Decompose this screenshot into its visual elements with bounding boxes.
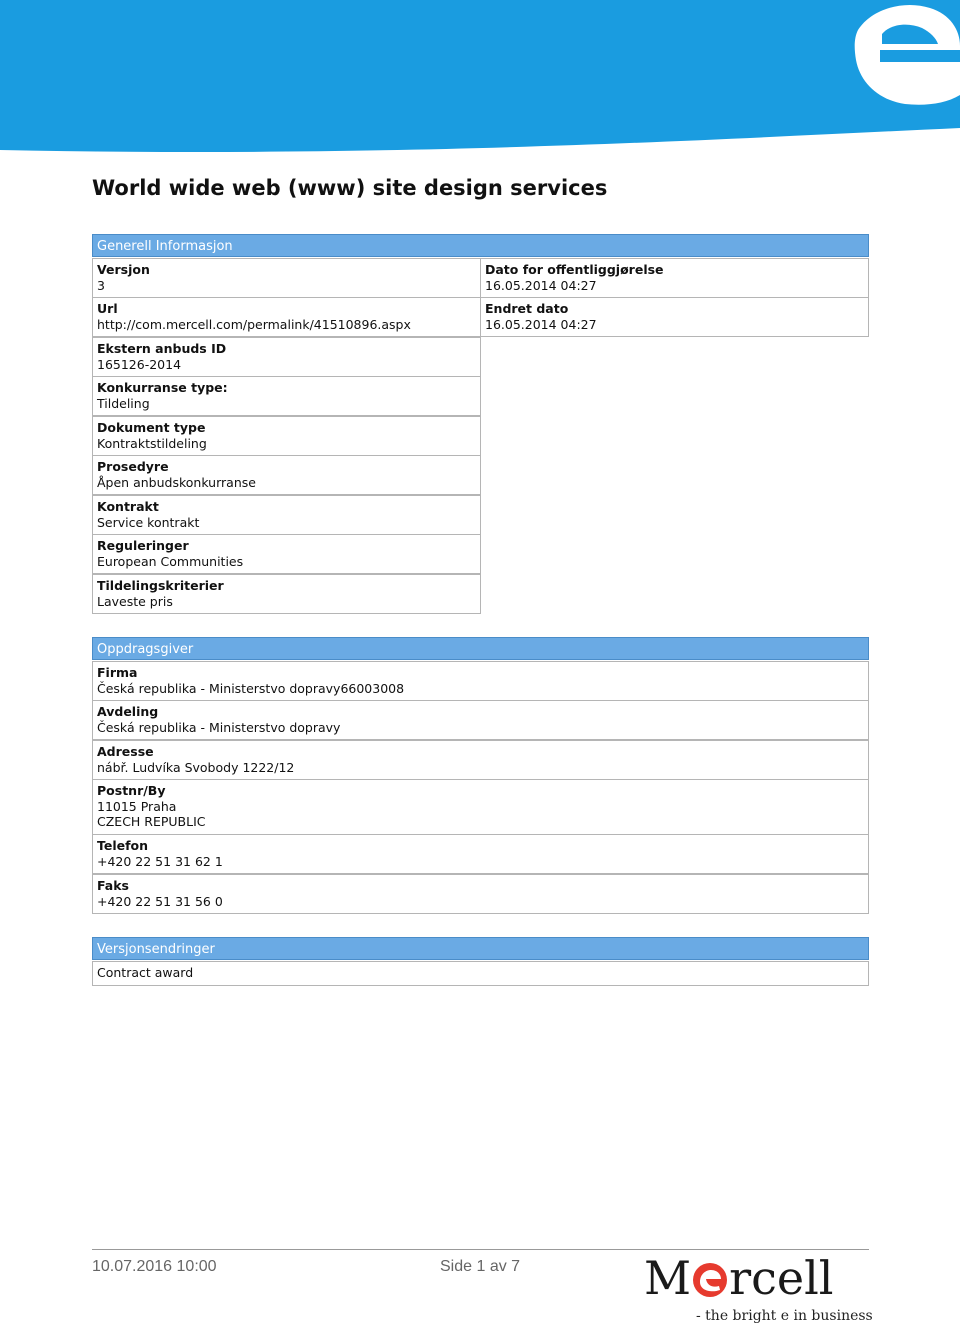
- field-label: Dato for offentliggjørelse: [485, 262, 664, 277]
- field-label: Faks: [97, 878, 129, 893]
- field-label: Url: [97, 301, 118, 316]
- field-label: Avdeling: [97, 704, 159, 719]
- field-value: 16.05.2014 04:27: [485, 277, 597, 293]
- field-value: +420 22 51 31 56 0: [97, 893, 223, 909]
- field-value: CZECH REPUBLIC: [97, 814, 206, 829]
- field-value: Laveste pris: [97, 593, 173, 609]
- banner-graphic: [0, 0, 960, 162]
- field-value: Tildeling: [97, 395, 150, 411]
- buyer-header: Oppdragsgiver: [92, 637, 869, 660]
- logo-tagline: - the bright e in business: [696, 1308, 873, 1324]
- field-label: Telefon: [97, 838, 149, 853]
- field-label: Adresse: [97, 744, 154, 759]
- general-left-item: [92, 534, 481, 574]
- buyer-avdeling: [92, 700, 869, 740]
- buyer-firma: [92, 661, 869, 701]
- field-value: Service kontrakt: [97, 514, 200, 530]
- footer-date: 10.07.2016 10:00: [92, 1258, 217, 1275]
- field-label: Postnr/By: [97, 783, 166, 798]
- general-left-item: [92, 574, 481, 614]
- url-link[interactable]: http://com.mercell.com/permalink/41510896.aspx: [97, 316, 411, 332]
- general-info-header: Generell Informasjon: [92, 234, 869, 257]
- changes-header: Versjonsendringer: [92, 937, 869, 960]
- general-left-item: [92, 495, 481, 535]
- mercell-logo: [644, 1251, 873, 1328]
- general-left-item: [92, 376, 481, 416]
- changes-text: Contract award: [97, 965, 194, 980]
- footer-divider: [92, 1249, 869, 1250]
- field-label: Tildelingskriterier: [97, 578, 224, 593]
- buyer-postnr: [92, 779, 869, 835]
- field-label: Ekstern anbuds ID: [97, 341, 227, 356]
- buyer-faks: [92, 874, 869, 914]
- field-label: Reguleringer: [97, 538, 189, 553]
- general-left-item: [92, 297, 481, 337]
- logo-wordmark: [644, 1251, 834, 1305]
- field-value: Česká republika - Ministerstvo dopravy: [97, 719, 341, 735]
- field-value: Česká republika - Ministerstvo dopravy66003008: [97, 680, 405, 696]
- general-left-item: [92, 455, 481, 495]
- field-label: Versjon: [97, 262, 150, 277]
- footer-page-number: Side 1 av 7: [440, 1258, 521, 1275]
- field-label: Prosedyre: [97, 459, 169, 474]
- changes-row: [92, 961, 869, 986]
- field-value: Kontraktstildeling: [97, 435, 207, 451]
- page-title: World wide web (www) site design services: [92, 176, 608, 200]
- field-value: 3: [97, 277, 105, 293]
- field-value: +420 22 51 31 62 1: [97, 853, 223, 869]
- general-left-item: [92, 258, 481, 298]
- general-right-item: [480, 258, 869, 298]
- buyer-telefon: [92, 834, 869, 874]
- logo-letter-m: M: [644, 1251, 692, 1305]
- field-value: 16.05.2014 04:27: [485, 316, 597, 332]
- general-right-item: [480, 297, 869, 337]
- field-label: Firma: [97, 665, 138, 680]
- field-value: 165126-2014: [97, 356, 182, 372]
- buyer-adresse: [92, 740, 869, 780]
- field-value: Åpen anbudskonkurranse: [97, 474, 256, 490]
- general-left-item: [92, 416, 481, 456]
- field-label: Dokument type: [97, 420, 206, 435]
- logo-e-icon: [692, 1258, 728, 1294]
- field-label: Konkurranse type:: [97, 380, 228, 395]
- field-label: Endret dato: [485, 301, 569, 316]
- field-value: 11015 Praha: [97, 798, 177, 814]
- field-value: European Communities: [97, 553, 244, 569]
- top-banner: [0, 0, 960, 162]
- field-label: Kontrakt: [97, 499, 159, 514]
- general-left-item: [92, 337, 481, 377]
- field-value: nábř. Ludvíka Svobody 1222/12: [97, 759, 295, 775]
- logo-word-rest: rcell: [729, 1251, 834, 1305]
